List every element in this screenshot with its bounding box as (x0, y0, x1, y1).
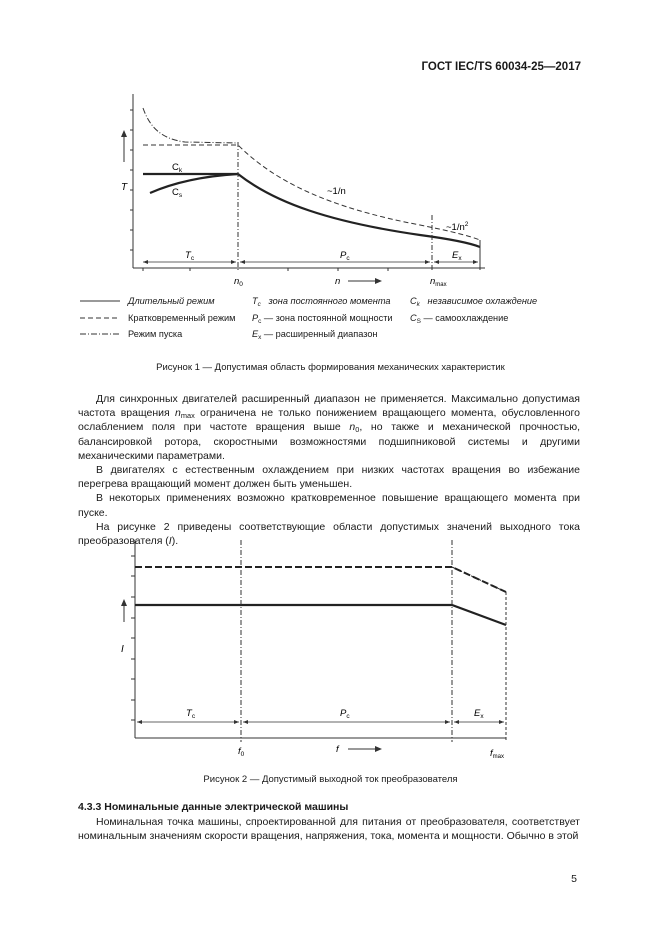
legend-continuous: Длительный режим (128, 296, 215, 306)
short-time-current (135, 567, 506, 592)
paragraph-1: Для синхронных двигателей расширенный диапазон не применяется. Максимально допустимая частота вращения $n_{max}$ ограничена не только понижением вращающего момента, обусловленного ослаблением поля при частоте вращения выше $n_0$, но также и механической прочностью, балансировкой ротора, скоростными возможностями подшипниковой системы и другими механическими параметрами. (78, 393, 581, 462)
body-text (78, 392, 580, 548)
figure-2-chart (0, 530, 661, 770)
page-number: 5 (571, 873, 577, 885)
figure-2-caption: Рисунок 2 — Допустимый выходной ток преобразователя (203, 774, 458, 785)
label-tc: $T_c$ (185, 250, 195, 262)
start-mode-curve (143, 108, 238, 143)
figure-1-caption: Рисунок 1 — Допустимая область формирования механических характеристик (156, 362, 505, 373)
label-ex: $E_x$ (474, 708, 484, 720)
paragraph-3: В некоторых применениях возможно кратковременное повышение вращающего момента при пуске. (78, 492, 580, 519)
figure-1-chart (0, 80, 661, 370)
label-pc: $P_c$ (340, 708, 350, 720)
legend-ck: $C_k$ независимое охлаждение (410, 296, 538, 308)
label-inv-n2: $\sim 1/n^2$ (446, 221, 469, 233)
label-pc: $P_c$ (340, 250, 350, 262)
label-tc: $T_c$ (186, 708, 196, 720)
label-n0: $n_0$ (234, 276, 243, 288)
label-inv-n: ~1/n (327, 186, 346, 197)
legend-cs: $C_S$ — самоохлаждение (410, 313, 509, 325)
legend-pc: $P_c$ — зона постоянной мощности (252, 313, 393, 325)
continuous-curve-cs (150, 174, 238, 193)
label-f-axis: f (336, 744, 339, 755)
label-cs: $C_s$ (172, 187, 183, 199)
legend-tc: $T_c$ зона постоянного момента (252, 296, 391, 308)
paragraph-2: В двигателях с естественным охлаждением при низких частотах вращения во избежание перегрева вращающий момент должен быть уменьшен. (78, 464, 580, 491)
legend-short-time: Кратковременный режим (128, 313, 236, 323)
section-body (78, 815, 580, 843)
label-ck: $C_k$ (172, 162, 183, 174)
y-axis-label: T (121, 182, 128, 193)
section-title: 4.3.3 Номинальные данные электрической машины (78, 801, 349, 813)
paragraph-4: На рисунке 2 приведены соответствующие области допустимых значений выходного тока преобразователя (I). (78, 520, 580, 548)
section-paragraph: Номинальная точка машины, спроектированной для питания от преобразователя, соответствует номинальным значениям скорости вращения, напряжения, тока, момента и мощности. Обычно в этой (78, 816, 580, 843)
document-header: ГОСТ IEC/TS 60034-25—2017 (421, 61, 581, 73)
label-nmax: $n_{max}$ (430, 276, 447, 288)
y-axis-label: I (121, 644, 124, 655)
label-n-axis: n (335, 276, 341, 287)
label-f0: $f_0$ (238, 746, 245, 758)
continuous-current (135, 605, 506, 625)
legend-start: Режим пуска (128, 329, 183, 339)
continuous-curve-ck (143, 174, 480, 247)
label-fmax: $f_{max}$ (490, 748, 504, 760)
short-time-curve (143, 145, 480, 240)
legend-ex: $E_x$ — расширенный диапазон (252, 329, 378, 341)
label-ex: $E_x$ (452, 250, 462, 262)
